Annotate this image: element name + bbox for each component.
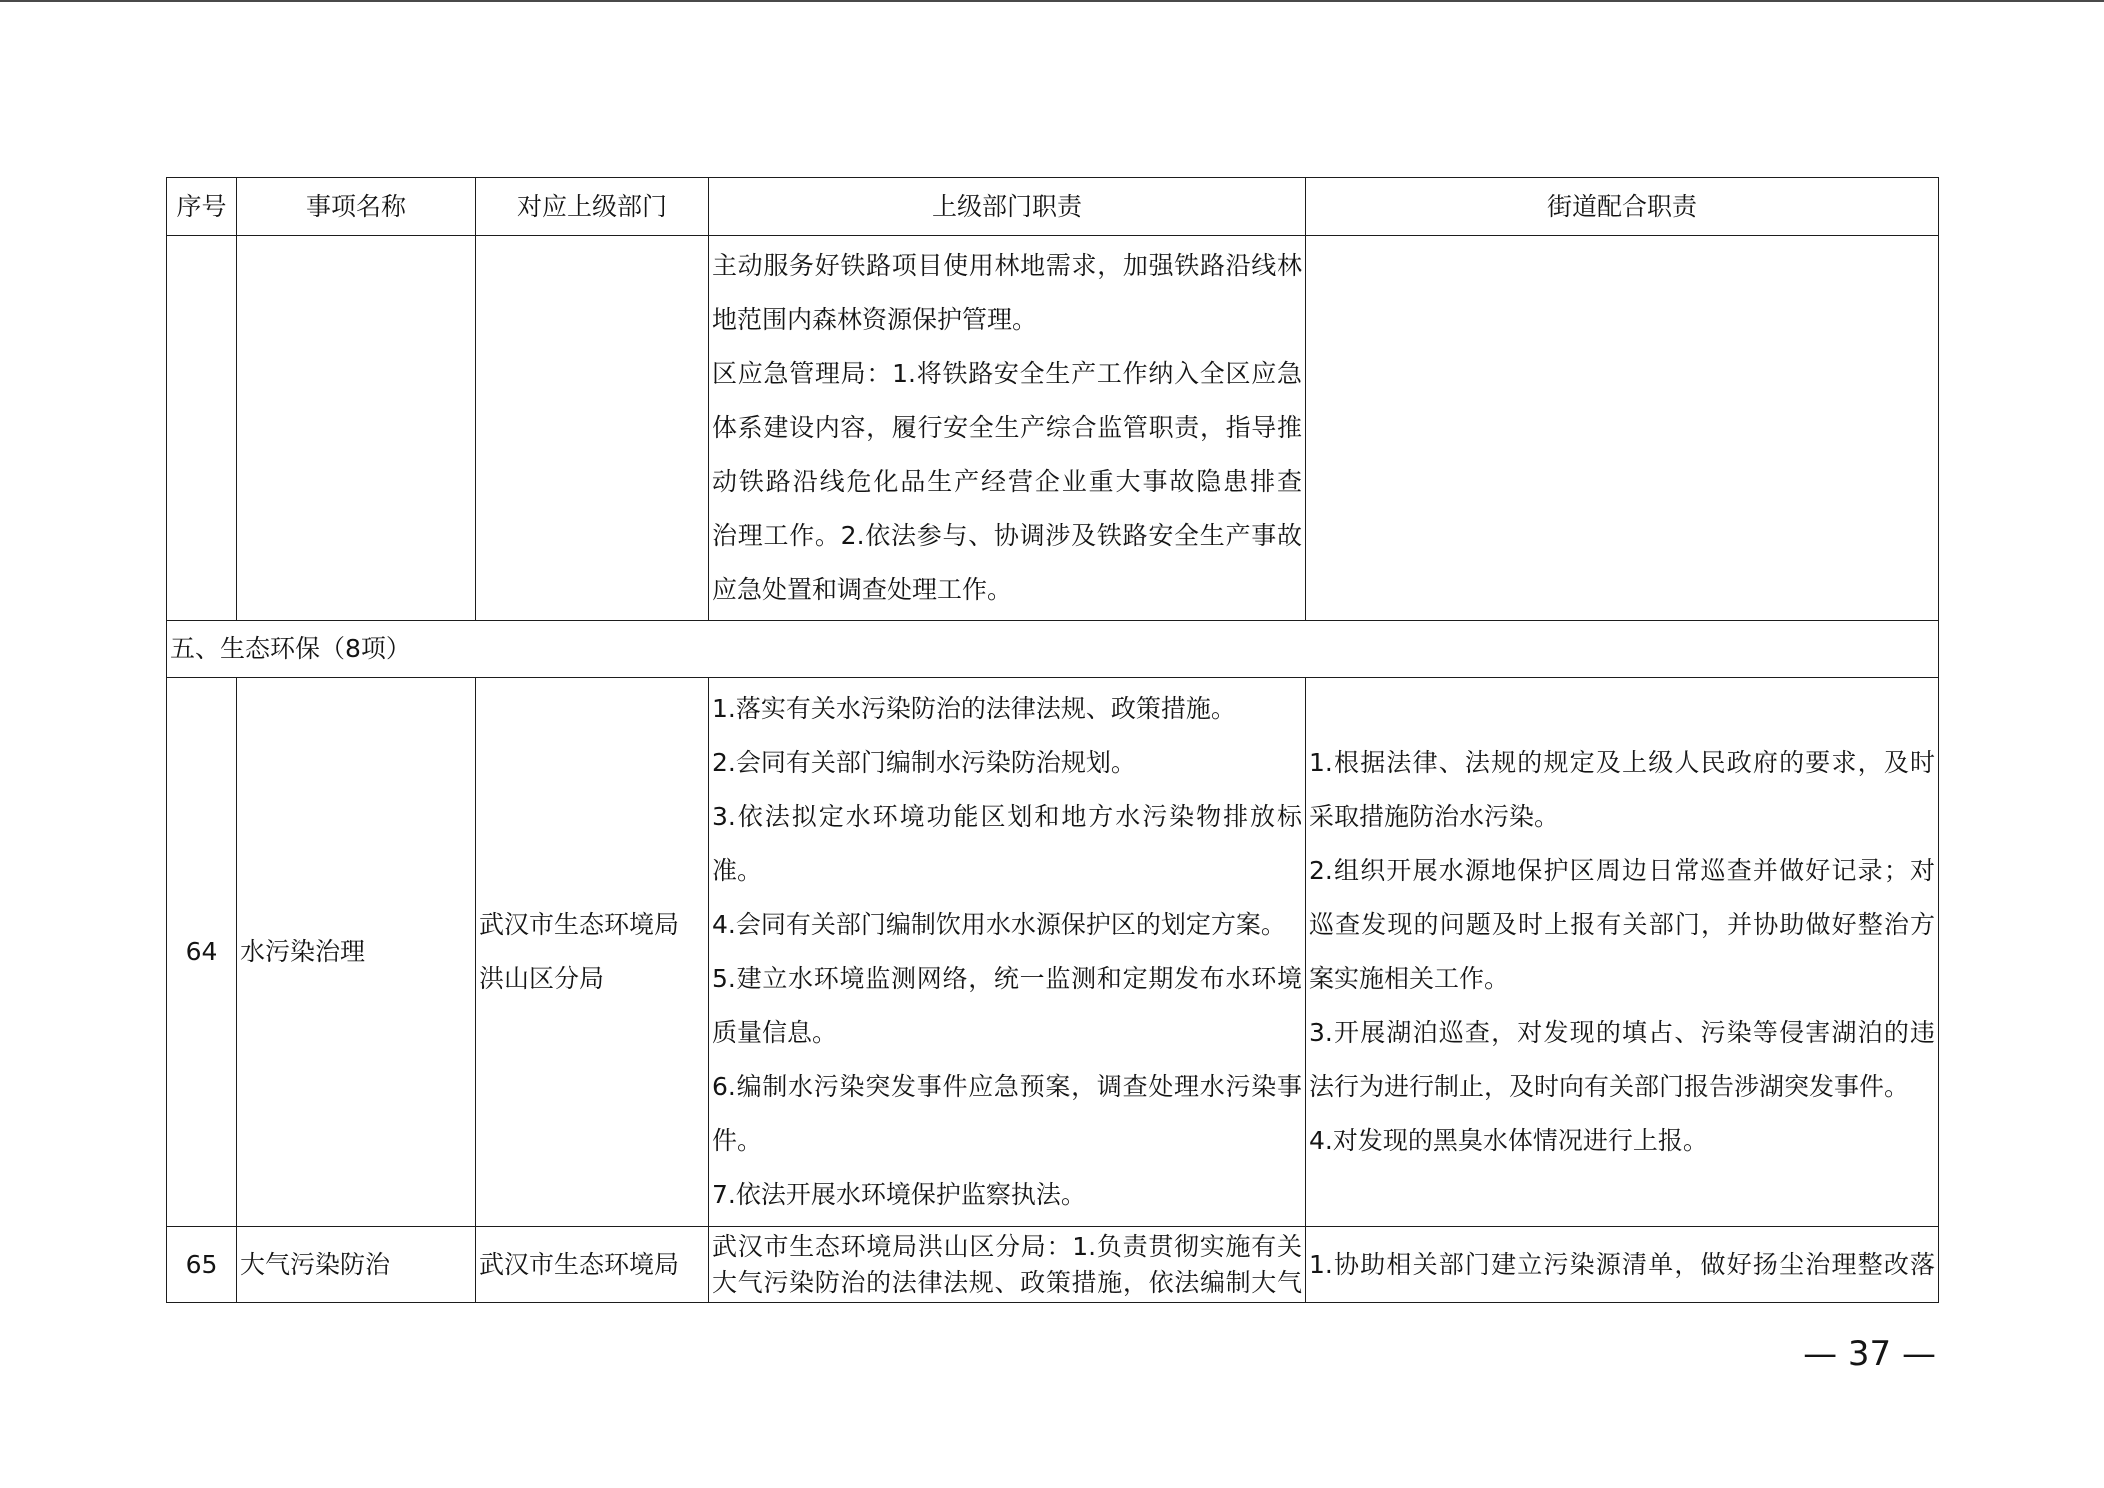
cell-serial: 65 [167, 1227, 237, 1303]
text-line: 案实施相关工作。 [1309, 964, 1510, 993]
text-line: 7.依法开展水环境保护监察执法。 [712, 1180, 1086, 1209]
text-line: 2.会同有关部门编制水污染防治规划。 [712, 748, 1136, 777]
cell-street-duties [1306, 678, 1939, 1227]
text-line: 武汉市生态环境局 [479, 910, 680, 939]
duty-table [166, 177, 1939, 1303]
top-edge-rule [0, 0, 2104, 2]
text-line: 5.建立水环境监测网络，统一监测和定期发布水环境 [712, 964, 1302, 993]
text-line: 3.开展湖泊巡查，对发现的填占、污染等侵害湖泊的违 [1309, 1018, 1935, 1047]
text-line: 4.对发现的黑臭水体情况进行上报。 [1309, 1126, 1708, 1155]
text-line: 大气污染防治的法律法规、政策措施，依法编制大气 [712, 1267, 1302, 1297]
text-line: 质量信息。 [712, 1018, 838, 1047]
section-row [167, 621, 1939, 678]
cell-street-duties [1306, 1227, 1939, 1303]
table-row [167, 236, 1939, 621]
cell-item-name: 大气污染防治 [237, 1227, 476, 1303]
text-line: 巡查发现的问题及时上报有关部门，并协助做好整治方 [1309, 910, 1935, 939]
table-body [167, 236, 1939, 1303]
cell-superior-duties [709, 678, 1306, 1227]
header-row [167, 178, 1939, 236]
text-line: 动铁路沿线危化品生产经营企业重大事故隐患排查 [712, 467, 1302, 496]
text-line: 1.落实有关水污染防治的法律法规、政策措施。 [712, 694, 1236, 723]
text-line: 区应急管理局：1.将铁路安全生产工作纳入全区应急 [712, 359, 1302, 388]
header-department: 对应上级部门 [476, 178, 709, 236]
header-item-name: 事项名称 [237, 178, 476, 236]
text-line: 武汉市生态环境局 [479, 1249, 680, 1279]
page-number: — 37 — [1803, 1334, 1936, 1374]
section-heading: 五、生态环保（8项） [167, 621, 1939, 678]
text-line: 采取措施防治水污染。 [1309, 802, 1560, 831]
text-line: 体系建设内容，履行安全生产综合监管职责，指导推 [712, 413, 1302, 442]
text-line: 治理工作。2.依法参与、协调涉及铁路安全生产事故 [712, 521, 1302, 550]
text-line: 应急处置和调查处理工作。 [712, 575, 1013, 604]
text-line: 4.会同有关部门编制饮用水水源保护区的划定方案。 [712, 910, 1286, 939]
text-line: 武汉市生态环境局洪山区分局：1.负责贯彻实施有关 [712, 1231, 1302, 1261]
text-line: 件。 [712, 1126, 763, 1155]
cell-department [476, 236, 709, 621]
text-line: 洪山区分局 [479, 964, 605, 993]
cell-item-name: 水污染治理 [237, 678, 476, 1227]
text-line: 地范围内森林资源保护管理。 [712, 305, 1038, 334]
cell-street-duties [1306, 236, 1939, 621]
text-line: 1.协助相关部门建立污染源清单，做好扬尘治理整改落 [1309, 1249, 1935, 1279]
table-row [167, 1227, 1939, 1303]
cell-department [476, 678, 709, 1227]
text-line: 6.编制水污染突发事件应急预案，调查处理水污染事 [712, 1072, 1302, 1101]
text-line: 2.组织开展水源地保护区周边日常巡查并做好记录；对 [1309, 856, 1935, 885]
text-line: 准。 [712, 856, 763, 885]
cell-superior-duties [709, 1227, 1306, 1303]
table-header [167, 178, 1939, 236]
header-superior-duties: 上级部门职责 [709, 178, 1306, 236]
cell-serial: 64 [167, 678, 237, 1227]
text-line: 主动服务好铁路项目使用林地需求，加强铁路沿线林 [712, 251, 1302, 280]
cell-superior-duties [709, 236, 1306, 621]
text-line: 法行为进行制止，及时向有关部门报告涉湖突发事件。 [1309, 1072, 1910, 1101]
text-line: 1.根据法律、法规的规定及上级人民政府的要求，及时 [1309, 748, 1935, 777]
cell-department [476, 1227, 709, 1303]
cell-item-name [237, 236, 476, 621]
table-row [167, 678, 1939, 1227]
header-serial: 序号 [167, 178, 237, 236]
header-street-duties: 街道配合职责 [1306, 178, 1939, 236]
cell-serial [167, 236, 237, 621]
text-line: 3.依法拟定水环境功能区划和地方水污染物排放标 [712, 802, 1302, 831]
